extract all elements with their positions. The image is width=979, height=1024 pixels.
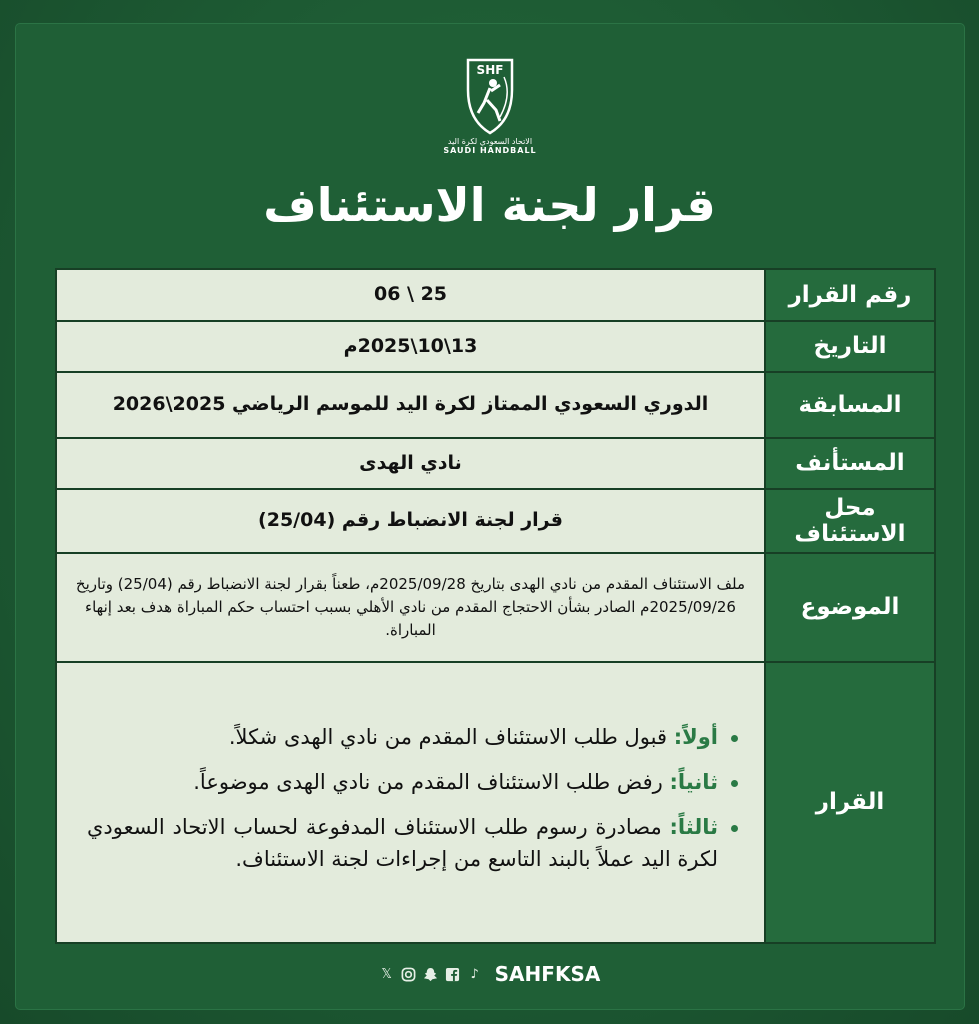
row-label: رقم القرار xyxy=(765,269,935,321)
subject-text: ملف الاستئناف المقدم من نادي الهدى بتاريخ 2025/09/28م، طعناً بقرار لجنة الانضباط رقم (25/04) وتاريخ 2025/09/26م الصادر بشأن الاحتجاج المقدم من نادي الأهلي بسبب احتساب حكم المباراة هدف بعد إنهاء المباراة. xyxy=(56,553,765,662)
competition: الدوري السعودي الممتاز لكرة اليد للموسم الرياضي 2025\2026 xyxy=(56,372,765,438)
row-label: التاريخ xyxy=(765,321,935,372)
svg-text:SHF: SHF xyxy=(476,63,504,77)
logo-name-en: SAUDI HANDBALL xyxy=(443,146,537,155)
table-row xyxy=(56,489,935,553)
row-label: القرار xyxy=(765,662,935,943)
instagram-icon[interactable] xyxy=(401,966,417,982)
social-footer xyxy=(0,962,979,986)
tiktok-icon[interactable]: ♪ xyxy=(470,966,479,982)
x-icon[interactable]: 𝕏 xyxy=(381,966,392,982)
snapchat-icon[interactable] xyxy=(423,966,439,982)
decision-item: أولاً: قبول طلب الاستئناف المقدم من نادي الهدى شكلاً. xyxy=(87,721,740,754)
decision-item: ثانياً: رفض طلب الاستئناف المقدم من نادي الهدى موضوعاً. xyxy=(87,766,740,799)
appeal-subject-decision: قرار لجنة الانضباط رقم (25/04) xyxy=(56,489,765,553)
federation-logo xyxy=(440,55,540,165)
page-title: قرار لجنة الاستئناف xyxy=(263,178,716,232)
table-row xyxy=(56,662,935,943)
logo-name-ar: الاتحاد السعودي لكرة اليد xyxy=(447,137,533,146)
decision-item: ثالثاً: مصادرة رسوم طلب الاستئناف المدفوعة لحساب الاتحاد السعودي لكرة اليد عملاً بالبند التاسع من إجراءات لجنة الاستئناف. xyxy=(87,811,740,876)
table-row xyxy=(56,438,935,489)
row-label: المستأنف xyxy=(765,438,935,489)
row-label: محل الاستئناف xyxy=(765,489,935,553)
decision-date: 13\10\2025م xyxy=(56,321,765,372)
table-row xyxy=(56,321,935,372)
row-label: الموضوع xyxy=(765,553,935,662)
decision-number: 06 \ 25 xyxy=(56,269,765,321)
social-handle[interactable]: SAHFKSA xyxy=(494,962,601,986)
decision-list xyxy=(56,662,765,943)
appellant: نادي الهدى xyxy=(56,438,765,489)
handball-player-emblem-icon xyxy=(460,55,520,135)
row-label: المسابقة xyxy=(765,372,935,438)
table-row xyxy=(56,269,935,321)
table-row xyxy=(56,553,935,662)
table-row xyxy=(56,372,935,438)
facebook-icon[interactable] xyxy=(445,966,461,982)
decision-table xyxy=(55,268,936,944)
